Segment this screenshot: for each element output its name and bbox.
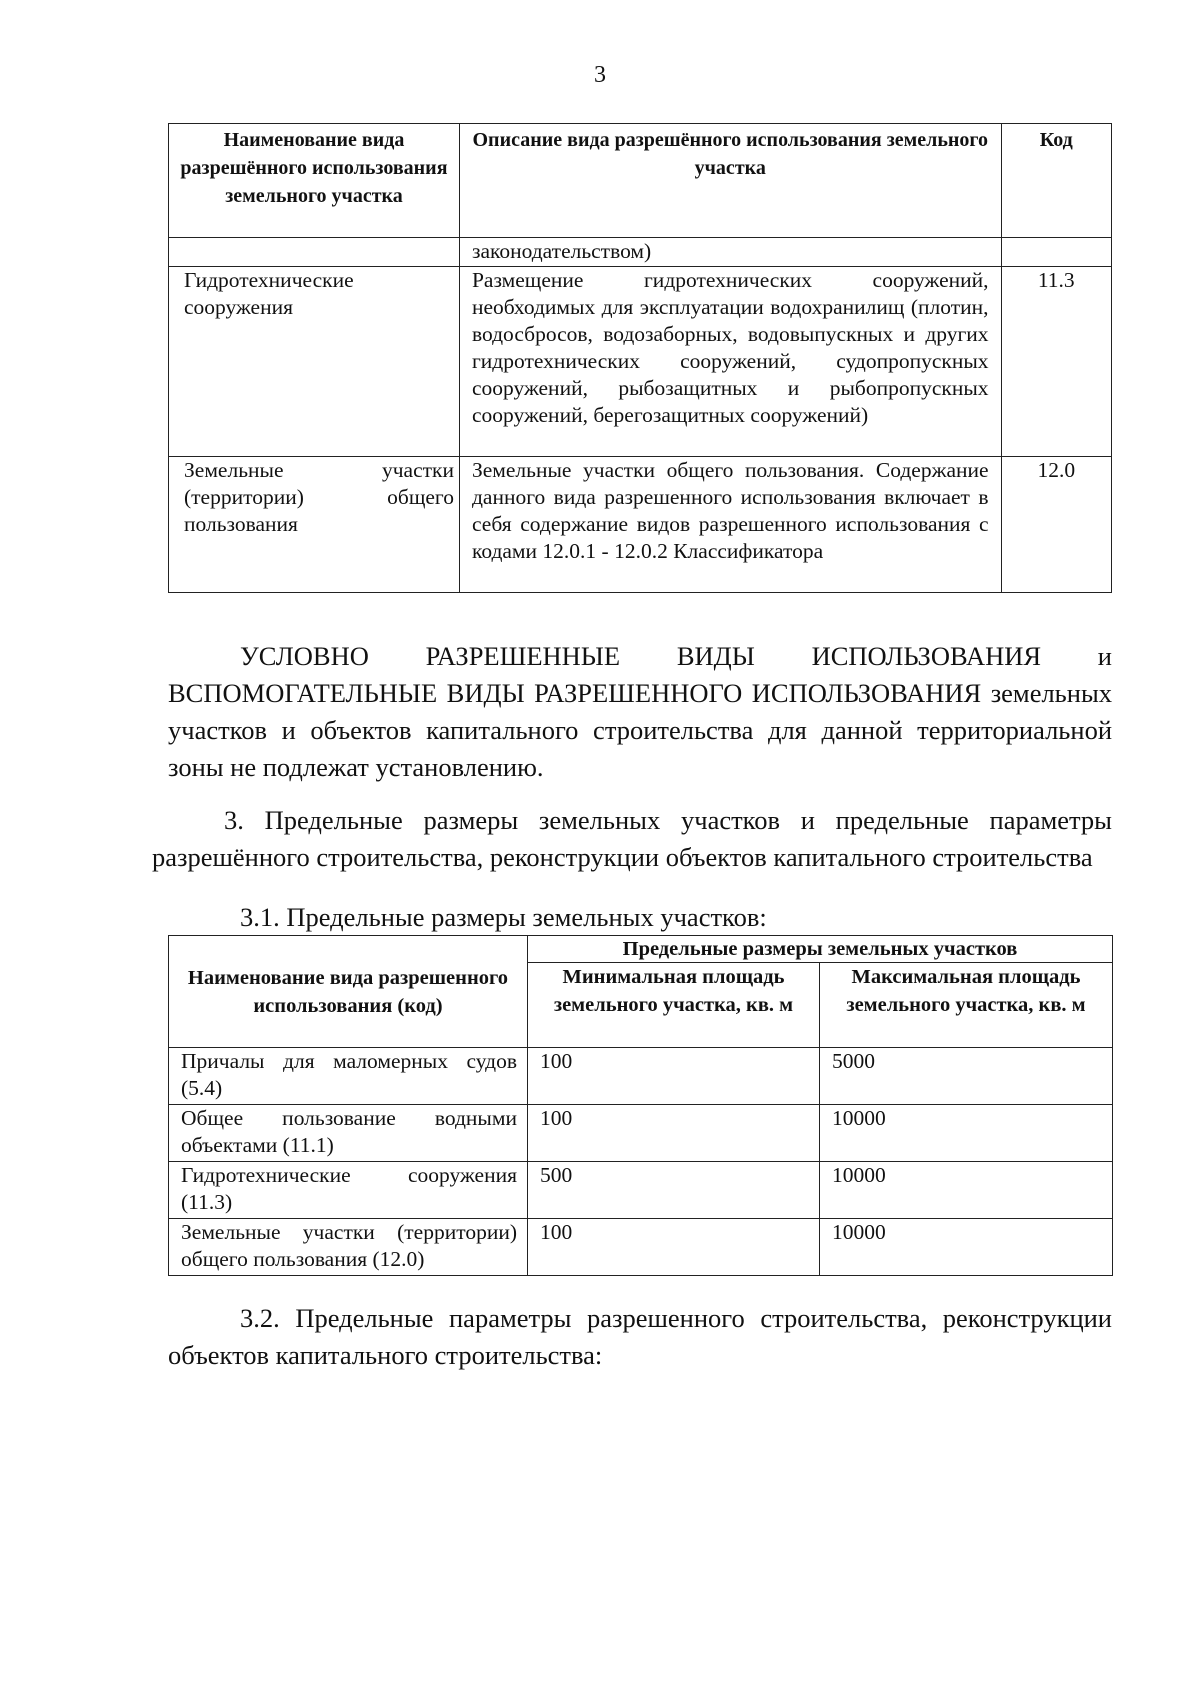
section-3-1-heading: 3.1. Предельные размеры земельных участков:	[240, 902, 767, 932]
table-row	[169, 1048, 1113, 1105]
max-area: 10000	[820, 1162, 1113, 1219]
min-area: 100	[528, 1219, 820, 1276]
max-area: 10000	[820, 1105, 1113, 1162]
header-size-limits: Предельные размеры земельных участков	[528, 936, 1113, 963]
use-code: 12.0	[1001, 457, 1111, 593]
use-name: Гидротехнические сооружения (11.3)	[169, 1162, 528, 1219]
use-name: Земельные участки (территории) общего пользования (12.0)	[169, 1219, 528, 1276]
table-row	[169, 1162, 1113, 1219]
table-row	[169, 1219, 1113, 1276]
min-area: 100	[528, 1105, 820, 1162]
use-description: Размещение гидротехнических сооружений, необходимых для эксплуатации водохранилищ (плотин, водосбросов, водозаборных, водовыпускных и других гидротехнических сооружений, судопропускных сооружений, рыбозащитных и рыбопропускных сооружений, берегозащитных сооружений)	[459, 267, 1001, 457]
permitted-use-table	[168, 123, 1112, 593]
use-name: Гидротехнические сооружения	[169, 267, 460, 457]
header-min-area: Минимальная площадь земельного участка, кв. м	[528, 963, 820, 1048]
use-description: Земельные участки общего пользования. Содержание данного вида разрешенного использования включает в себя содержание видов разрешенного использования с кодами 12.0.1 - 12.0.2 Классификатора	[459, 457, 1001, 593]
header-use-name: Наименование вида разрешенного использования (код)	[169, 936, 528, 1048]
continuation-text: законодательством)	[459, 238, 1001, 267]
table-row	[169, 457, 1112, 593]
max-area: 5000	[820, 1048, 1113, 1105]
use-name: Причалы для маломерных судов (5.4)	[169, 1048, 528, 1105]
section-3-heading: 3. Предельные размеры земельных участков и предельные параметры разрешённого строительства, реконструкции объектов капитального строительства	[152, 805, 1112, 872]
min-area: 100	[528, 1048, 820, 1105]
header-use-name: Наименование вида разрешённого использования земельного участка	[169, 124, 460, 238]
table-row	[169, 267, 1112, 457]
use-code: 11.3	[1001, 267, 1111, 457]
section-3-2-heading: 3.2. Предельные параметры разрешенного строительства, реконструкции объектов капитального строительства:	[168, 1303, 1112, 1370]
table-header-row	[169, 936, 1113, 963]
table-header-row	[169, 124, 1112, 238]
page-number: 3	[594, 62, 606, 88]
table-row	[169, 1105, 1113, 1162]
use-name: Общее пользование водными объектами (11.1)	[169, 1105, 528, 1162]
conditional-uses-paragraph: УСЛОВНО РАЗРЕШЕННЫЕ ВИДЫ ИСПОЛЬЗОВАНИЯ и ВСПОМОГАТЕЛЬНЫЕ ВИДЫ РАЗРЕШЕННОГО ИСПОЛЬЗОВАНИЯ земельных участков и объектов капитального строительства для данной территориальной зоны не подлежат установлению.	[168, 641, 1112, 782]
plot-size-limits-table	[168, 935, 1113, 1276]
header-code: Код	[1001, 124, 1111, 238]
max-area: 10000	[820, 1219, 1113, 1276]
header-use-description: Описание вида разрешённого использования земельного участка	[459, 124, 1001, 238]
header-max-area: Максимальная площадь земельного участка, кв. м	[820, 963, 1113, 1048]
use-name: Земельные участки (территории) общего пользования	[169, 457, 460, 593]
table-row-continuation	[169, 238, 1112, 267]
min-area: 500	[528, 1162, 820, 1219]
